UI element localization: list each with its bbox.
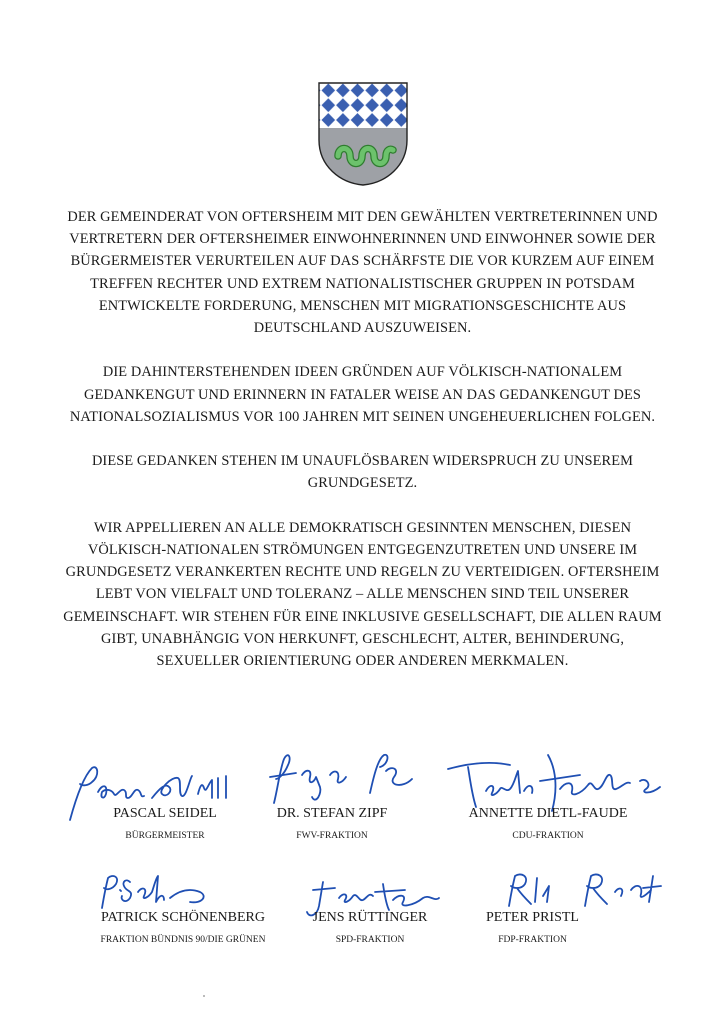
signatory-role: FRAKTION BÜNDNIS 90/DIE GRÜNEN [100,935,266,945]
statement-paragraph-4: WIR APPELLIEREN AN ALLE DEMOKRATISCH GESINNTEN MENSCHEN, DIESEN VÖLKISCH-NATIONALEN STRÖMUNGEN ENTGEGENZUTRETEN UND UNSERE IM GRUNDGESETZ VERANKERTEN RECHTE UND REGELN ZU VERTEIDIGEN. OFTERSHEIM LEBT VON VIELFALT UND TOLERANZ – ALLE MENSCHEN SIND TEIL UNSERER GEMEINSCHAFT. WIR STEHEN FÜR EINE INKLUSIVE GESELLSCHAFT, DIE ALLEN RAUM GIBT, UNABHÄNGIG VON HERKUNFT, GESCHLECHT, ALTER, BEHINDERUNG, SEXUELLER ORIENTIERUNG ODER ANDEREN MERKMALEN. [63,519,662,670]
lozenge-field [318,82,408,128]
statement-paragraph-3: DIESE GEDANKEN STEHEN IM UNAUFLÖSBAREN WIDERSPRUCH ZU UNSEREM GRUNDGESETZ. [91,453,634,492]
statement-paragraph-2: DIE DAHINTERSTEHENDEN IDEEN GRÜNDEN AUF VÖLKISCH-NATIONALEM GEDANKENGUT UND ERINNERN IN FATALER WEISE AN DAS GEDANKENGUT DES NATIONALSOZIALISMUS VOR 100 JAHREN MIT SEINEN UNGEHEUERLICHEN FOLGEN. [69,364,656,425]
signatory-name: PETER PRISTL [486,910,579,925]
coat-of-arms-icon [318,82,408,186]
signatory-annette-dietl-faude [448,806,648,842]
statement-text [60,206,665,694]
signature-peter-pristl [495,866,665,916]
signatory-name: JENS RÜTTINGER [312,910,428,925]
signatory-role: FWV-FRAKTION [296,831,368,841]
signatory-role: FDP-FRAKTION [498,935,567,945]
signatory-stefan-zipf [262,806,402,842]
signatory-jens-ruettinger [290,910,450,946]
signatory-name: PATRICK SCHÖNENBERG [100,910,265,925]
signatory-role: BÜRGERMEISTER [125,831,205,841]
signature-stefan-zipf [262,735,422,815]
statement-paragraph-1: DER GEMEINDERAT VON OFTERSHEIM MIT DEN GEWÄHLTEN VERTRETERINNEN UND VERTRETERN DER OFTERSHEIMER EINWOHNERINNEN UND EINWOHNER SOWIE DER BÜRGERMEISTER VERURTEILEN AUF DAS SCHÄRFSTE DIE VOR KURZEM AUF EINEM TREFFEN RECHTER UND EXTREM NATIONALISTISCHER GRUPPEN IN POTSDAM ENTWICKELTE FORDERUNG, MENSCHEN MIT MIGRATIONSGESCHICHTE AUS DEUTSCHLAND AUSZUWEISEN. [67,209,658,337]
signature-annette-dietl-faude [440,745,665,815]
signatory-role: SPD-FRAKTION [335,935,405,945]
signatory-peter-pristl [465,910,600,946]
signatory-name: PASCAL SEIDEL [113,806,217,821]
signatory-role: CDU-FRAKTION [512,831,584,841]
scan-speck [203,995,205,997]
signatory-pascal-seidel [85,806,245,842]
signatory-patrick-schoenenberg [83,910,283,946]
signatory-name: DR. STEFAN ZIPF [276,806,388,821]
signatory-name: ANNETTE DIETL-FAUDE [468,806,628,821]
